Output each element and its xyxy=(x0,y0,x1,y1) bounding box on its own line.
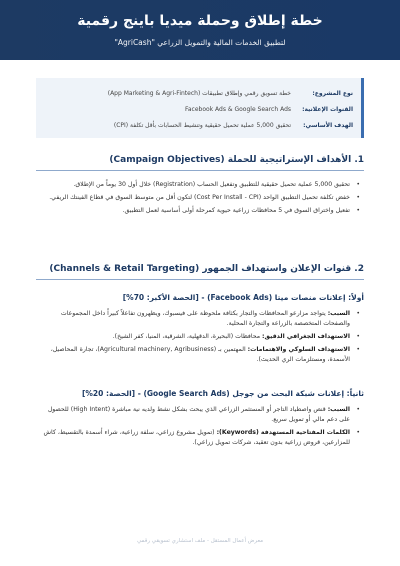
item-text: (تمويل مشروع زراعي، سلفة زراعية، شراء أسمدة بالتقسيط، كاش للمزارعين، قروض زراعية بدون تعقيد، شركات تمويل زراعي). xyxy=(43,429,350,446)
list-item xyxy=(36,428,364,448)
info-row-channels xyxy=(44,101,353,117)
item-label: السبب: xyxy=(327,310,350,317)
info-value: خطة تسويق رقمي وإطلاق تطبيقات (App Marketing & Agri-Fintech) xyxy=(107,89,291,97)
google-ads-list xyxy=(36,405,364,451)
list-item: • تحقيق 5,000 عملية تحميل حقيقية للتطبيق وتفعيل الحساب (Registration) خلال أول 30 يوماً من الإطلاق. xyxy=(36,180,364,190)
list-item xyxy=(36,405,364,425)
item-text: قنص واصطياد التاجر أو المستثمر الزراعي الذي يبحث بشكل نشط ولديه نية مباشرة (High Intent) للحصول على دعم مالي أو تمويل سريع. xyxy=(47,406,350,423)
section-1-heading: 1. الأهداف الإستراتيجية للحملة (Campaign Objectives) xyxy=(109,155,364,165)
page-footer: معرض أعمال المستقل - ملف استشاري تسويقي رقمي xyxy=(136,538,264,544)
list-item: • خفض تكلفة تحميل التطبيق الواحد (Cost Per Install - CPI) لتكون أقل من متوسط السوق في قطاع الفينتك الريفي. xyxy=(36,193,364,203)
google-ads-heading: ثانياً: إعلانات شبكة البحث من جوجل (Google Search Ads) - [الحصة: 20%] xyxy=(81,389,364,398)
info-row-goal xyxy=(44,117,353,133)
info-key: نوع المشروع: xyxy=(312,89,353,97)
document-header xyxy=(0,0,400,60)
info-key: الهدف الأساسي: xyxy=(303,121,353,129)
section-2-heading: 2. قنوات الإعلان واستهداف الجمهور (Channels & Retail Targeting) xyxy=(49,264,364,274)
list-item xyxy=(36,332,364,342)
facebook-ads-list xyxy=(36,309,364,368)
project-info-box xyxy=(36,78,364,138)
facebook-ads-heading: أولاً: إعلانات منصات ميتا (Facebook Ads) - [الحصة الأكبر: 70%] xyxy=(122,293,364,302)
item-text: المهتمين بـ (Agricultural machinery, Agribusiness)، تجارة المحاصيل، الأسمدة، ومستلزمات الري الحديث). xyxy=(50,346,350,363)
list-item xyxy=(36,309,364,329)
list-item xyxy=(36,345,364,365)
item-label: الاستهداف السلوكي والاهتمامات: xyxy=(247,346,350,353)
section-2-divider xyxy=(36,279,364,280)
info-row-project-type xyxy=(44,85,353,101)
item-label: الاستهداف الجغرافي الدقيق: xyxy=(262,333,350,340)
item-label: الكلمات المفتاحية المستهدفة (Keywords): xyxy=(216,429,350,436)
item-label: السبب: xyxy=(327,406,350,413)
info-value: Facebook Ads & Google Search Ads xyxy=(184,105,291,113)
item-text: محافظات (البحيرة، الدقهلية، الشرقية، المنيا، كفر الشيخ). xyxy=(112,333,263,340)
info-value: تحقيق 5,000 عملية تحميل حقيقية وتنشيط الحسابات بأقل تكلفة (CPI) xyxy=(113,121,291,129)
document-title: خطة إطلاق وحملة ميديا باينج رقمية xyxy=(77,13,323,29)
info-key: القنوات الإعلانية: xyxy=(302,105,353,113)
item-text: يتواجد مزارعو المحافظات والتجار بكثافة ملحوظة على فيسبوك، ويظهرون تفاعلاً كبيراً داخل المجموعات والصفحات المتخصصة بالزراعة والتجارة المحلية. xyxy=(60,310,350,327)
section-1-divider xyxy=(36,170,364,171)
document-subtitle: لتطبيق الخدمات المالية والتمويل الزراعي "AgriCash" xyxy=(114,38,286,47)
objectives-list xyxy=(36,180,364,219)
list-item: • تفعيل واختراق السوق في 5 محافظات زراعية حيوية كمرحلة أولى أساسية لعمل التطبيق. xyxy=(36,206,364,216)
